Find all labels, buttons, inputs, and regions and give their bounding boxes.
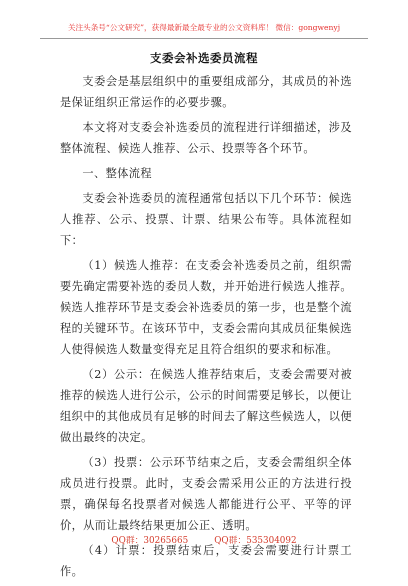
paragraph-process: 支委会补选委员的流程通常包括以下几个环节：候选人推荐、公示、投票、计票、结果公布等。具体流程如下： [60,192,352,247]
header-divider [40,38,368,39]
paragraph-overview: 本文将对支委会补选委员的流程进行详细描述，涉及整体流程、候选人推荐、公示、投票等各个环节。 [60,121,352,155]
paragraph-step-publicity: （2）公示：在候选人推荐结束后，支委会需要对被推荐的候选人进行公示，公示的时间需要足够长，以便让组织中的其他成员有足够的时间去了解这些候选人，以便做出最终的决定。 [60,368,352,444]
footer-contact [0,533,408,546]
document-body [60,71,352,586]
footer-qq-group-2: QQ群：535304092 [214,536,297,546]
header-banner: 关注头条号“公文研究”，获得最新最全最专业的公文资料库！ 微信：gongwenyj [67,23,341,32]
document-title: 支委会补选委员流程 [150,51,258,65]
paragraph-step-recommend: （1）候选人推荐：在支委会补选委员之前，组织需要先确定需要补选的委员人数，并开始进行候选人推荐。候选人推荐环节是支委会补选委员的第一步，也是整个流程的关键环节。在该环节中，支委会需向其成员征集候选人使得候选人数量变得充足且符合组织的要求和标准。 [60,259,352,356]
paragraph-intro: 支委会是基层组织中的重要组成部分，其成员的补选是保证组织正常运作的必要步骤。 [60,75,352,109]
paragraph-step-counting: （4）计票：投票结束后，支委会需要进行计票工作。 [60,544,352,578]
section-heading: 一、整体流程 [82,167,152,180]
footer-qq-group-1: QQ群：30265665 [111,536,189,546]
paragraph-step-voting: （3）投票：公示环节结束之后，支委会需组织全体成员进行投票。此时，支委会需采用公正的方法进行投票，确保每名投票者对候选人都能进行公平、平等的评价，从而让最终结果更加公正、透明。 [60,456,352,532]
